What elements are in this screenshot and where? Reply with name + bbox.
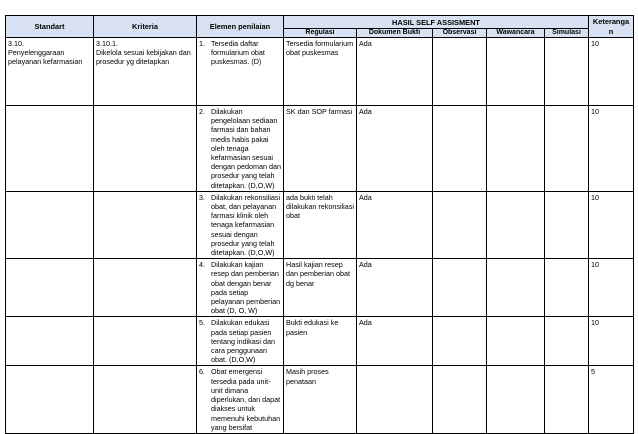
observasi-cell bbox=[433, 106, 487, 192]
dokumen-cell: Ada bbox=[357, 259, 433, 317]
simulasi-cell bbox=[545, 317, 589, 366]
regulasi-cell: Bukti edukasi ke pasien bbox=[284, 317, 357, 366]
elemen-number: 4. bbox=[199, 260, 205, 270]
elemen-text: Dilakukan rekonsiliasi obat, dan pelayanan farmasi klinik oleh tenaga kefarmasian sesuai dengan prosedur yang telah ditetapkan. (D,O,W) bbox=[211, 192, 281, 258]
elemen-number: 5. bbox=[199, 318, 205, 328]
elemen-cell bbox=[197, 259, 284, 317]
kriteria-cell bbox=[94, 317, 197, 366]
wawancara-cell bbox=[487, 366, 545, 433]
simulasi-cell bbox=[545, 366, 589, 433]
simulasi-cell bbox=[545, 106, 589, 192]
assessment-sheet bbox=[5, 15, 634, 434]
keterangan-cell: 10 bbox=[589, 259, 634, 317]
kriteria-cell bbox=[94, 259, 197, 317]
table-row bbox=[6, 38, 634, 106]
dokumen-cell: Ada bbox=[357, 38, 433, 106]
header-keterangan: Keterangan bbox=[589, 16, 634, 38]
regulasi-cell: Tersedia formularium obat puskesmas bbox=[284, 38, 357, 106]
simulasi-cell bbox=[545, 259, 589, 317]
elemen-text: Dilakukan edukasi pada setiap pasien tentang indikasi dan cara penggunaan obat. (D,O,W) bbox=[211, 318, 275, 365]
dokumen-cell: Ada bbox=[357, 106, 433, 192]
elemen-number: 1. bbox=[199, 39, 205, 48]
wawancara-cell bbox=[487, 191, 545, 258]
dokumen-cell: Ada bbox=[357, 191, 433, 258]
keterangan-cell: 10 bbox=[589, 317, 634, 366]
elemen-text: Obat emergensi tersedia pada unit-unit dimana diperlukan, dan dapat diakses untuk memenuhi kebutuhan yang bersifat bbox=[211, 367, 281, 432]
header-observasi: Observasi bbox=[433, 29, 487, 38]
regulasi-cell: Masih proses penataan bbox=[284, 366, 357, 433]
kriteria-cell bbox=[94, 106, 197, 192]
observasi-cell bbox=[433, 259, 487, 317]
table-row bbox=[6, 191, 634, 258]
elemen-cell bbox=[197, 38, 284, 106]
self-assessment-table bbox=[5, 15, 634, 434]
regulasi-cell: SK dan SOP farmasi bbox=[284, 106, 357, 192]
elemen-cell bbox=[197, 106, 284, 192]
standart-cell bbox=[6, 317, 94, 366]
observasi-cell bbox=[433, 317, 487, 366]
kriteria-cell: 3.10.1. Dikelola sesuai kebijakan dan prosedur yg ditetapkan bbox=[94, 38, 197, 106]
keterangan-cell: 10 bbox=[589, 191, 634, 258]
elemen-number: 2. bbox=[199, 107, 205, 116]
header-dokumen-bukti: Dokumen Bukti bbox=[357, 29, 433, 38]
elemen-number: 3. bbox=[199, 192, 205, 202]
dokumen-cell bbox=[357, 366, 433, 433]
header-kriteria: Kriteria bbox=[94, 16, 197, 38]
kriteria-cell bbox=[94, 366, 197, 433]
table-row bbox=[6, 106, 634, 192]
kriteria-cell bbox=[94, 191, 197, 258]
regulasi-cell: Hasil kajian resep dan pemberian obat dg benar bbox=[284, 259, 357, 317]
header-hasil-self-assisment: HASIL SELF ASSISMENT bbox=[284, 16, 589, 29]
elemen-text: Dilakukan kajian resep dan pemberian obat dengan benar pada setiap pelayanan pemberian obat (D, O, W) bbox=[211, 260, 281, 316]
wawancara-cell bbox=[487, 106, 545, 192]
keterangan-cell: 5 bbox=[589, 366, 634, 433]
regulasi-cell: ada bukti telah dilakukan rekonsiliasi obat bbox=[284, 191, 357, 258]
simulasi-cell bbox=[545, 38, 589, 106]
wawancara-cell bbox=[487, 259, 545, 317]
elemen-number: 6. bbox=[199, 367, 205, 377]
header-regulasi: Regulasi bbox=[284, 29, 357, 38]
elemen-cell bbox=[197, 366, 284, 433]
simulasi-cell bbox=[545, 191, 589, 258]
standart-cell bbox=[6, 106, 94, 192]
observasi-cell bbox=[433, 38, 487, 106]
header-wawancara: Wawancara bbox=[487, 29, 545, 38]
header-elemen-penilaian: Elemen penilaian bbox=[197, 16, 284, 38]
table-row bbox=[6, 366, 634, 433]
elemen-text: Dilakukan pengelolaan sediaan farmasi dan bahan medis habis pakai oleh tenaga kefarmasian sesuai dengan pedoman dan prosedur yang telah ditetapkan. (D,O,W) bbox=[211, 107, 281, 190]
header-standart: Standart bbox=[6, 16, 94, 38]
table-row bbox=[6, 317, 634, 366]
wawancara-cell bbox=[487, 317, 545, 366]
keterangan-cell: 10 bbox=[589, 106, 634, 192]
keterangan-cell: 10 bbox=[589, 38, 634, 106]
elemen-cell bbox=[197, 317, 284, 366]
header-simulasi: Simulasi bbox=[545, 29, 589, 38]
standart-cell bbox=[6, 191, 94, 258]
wawancara-cell bbox=[487, 38, 545, 106]
elemen-text: Tersedia daftar formularium obat puskesmas. (D) bbox=[211, 39, 265, 67]
table-row bbox=[6, 259, 634, 317]
dokumen-cell: Ada bbox=[357, 317, 433, 366]
observasi-cell bbox=[433, 191, 487, 258]
observasi-cell bbox=[433, 366, 487, 433]
standart-cell bbox=[6, 259, 94, 317]
standart-cell bbox=[6, 366, 94, 433]
standart-cell: 3.10. Penyelenggaraan pelayanan kefarmasian bbox=[6, 38, 94, 106]
elemen-cell bbox=[197, 191, 284, 258]
